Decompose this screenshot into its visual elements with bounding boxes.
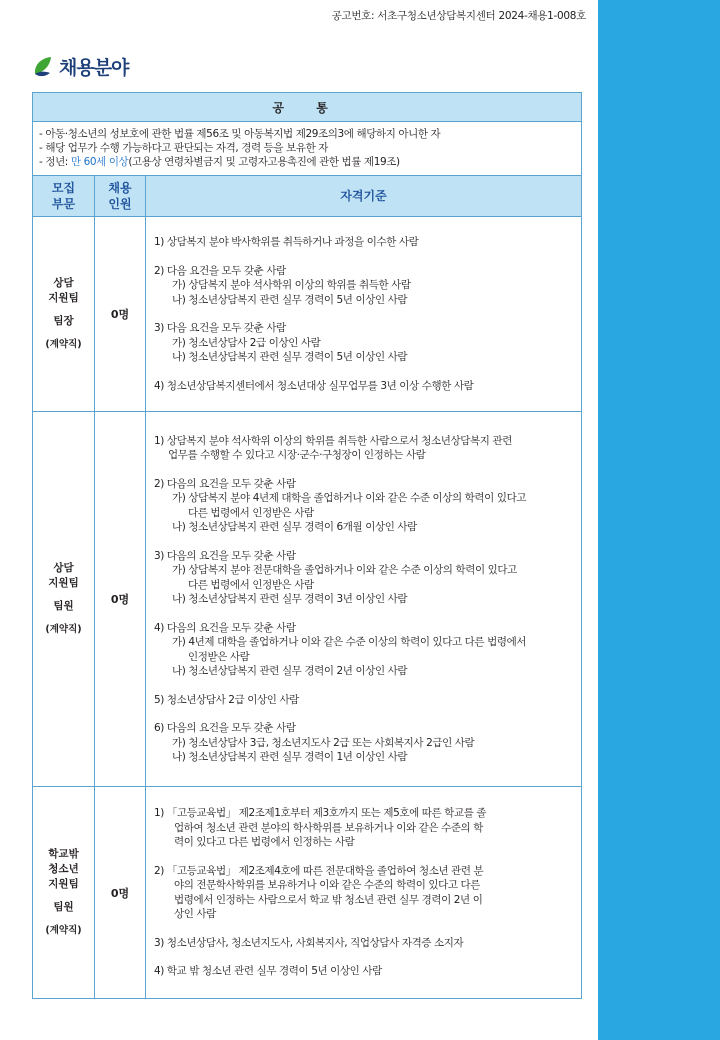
position-label: 팀장 (53, 315, 74, 327)
table-row (33, 787, 582, 999)
table-row (33, 412, 582, 787)
contract-label: (계약직) (45, 624, 82, 635)
count-cell: 0명 (95, 787, 146, 999)
contract-label: (계약직) (45, 925, 82, 936)
table-row (33, 217, 582, 412)
header-count: 채용 인원 (95, 176, 146, 217)
position-label: 팀원 (53, 901, 74, 913)
leaf-icon (32, 54, 54, 78)
common-line: - 아동·청소년의 성보호에 관한 법률 제56조 및 아동복지법 제29조의3에 해당하지 아니한 자 (39, 128, 441, 140)
heading-title: 채용분야 (59, 56, 129, 79)
criteria-cell: 1) 「고등교육법」 제2조제1호부터 제3호까지 또는 제5호에 따른 학교를 졸 업하여 청소년 관련 분야의 학사학위를 보유하거나 이와 같은 수준의 학 력이 있다고 다른 법령에서 인정하는 사람 2) 「고등교육법」 제2조제4호에 따른 전문대학을 졸업하여 청소년 관련 분 야의 전문학사학위를 보유하거나 이와 같은 수준의 학력이 있다고 다른 법령에서 인정하는 사람으로서 학교 밖 청소년 관련 실무 경력이 2년 이 상인 사람 3) 청소년상담사, 청소년지도사, 사회복지사, 직업상담사 자격증 소지자 4) 학교 밖 청소년 관련 실무 경력이 5년 이상인 사람 (146, 787, 582, 999)
contract-label: (계약직) (45, 339, 82, 350)
side-color-bar (598, 0, 720, 1040)
criteria-cell: 1) 상담복지 분야 석사학위 이상의 학위를 취득한 사람으로서 청소년상담복지 관련 업무를 수행할 수 있다고 시장·군수·구청장이 인정하는 사람 2) 다음의 요건을 모두 갖춘 사람 가) 상담복지 분야 4년제 대학을 졸업하거나 이와 같은 수준 이상의 학력이 있다고 다른 법령에서 인정받은 사람 나) 청소년상담복지 관련 실무 경력이 6개월 이상인 사람 3) 다음의 요건을 모두 갖춘 사람 가) 상담복지 분야 전문대학을 졸업하거나 이와 같은 수준 이상의 학력이 있다고 다른 법령에서 인정받은 사람 나) 청소년상담복지 관련 실무 경력이 3년 이상인 사람 4) 다음의 요건을 모두 갖춘 사람 가) 4년제 대학을 졸업하거나 이와 같은 수준 이상의 학력이 있다고 다른 법령에서 인정받은 사람 나) 청소년상담복지 관련 실무 경력이 2년 이상인 사람 5) 청소년상담사 2급 이상인 사람 6) 다음의 요건을 모두 갖춘 사람 가) 청소년상담사 3급, 청소년지도사 2급 또는 사회복지사 2급인 사람 나) 청소년상담복지 관련 실무 경력이 1년 이상인 사람 (146, 412, 582, 787)
recruitment-table (32, 92, 582, 999)
division-cell: 상담 지원팀 팀장 (계약직) (33, 217, 95, 412)
count-cell: 0명 (95, 217, 146, 412)
position-label: 팀원 (53, 600, 74, 612)
notice-number: 공고번호: 서초구청소년상담복지센터 2024-채용1-008호 (331, 10, 586, 22)
header-division: 모집 부문 (33, 176, 95, 217)
division-cell: 학교밖 청소년 지원팀 팀원 (계약직) (33, 787, 95, 999)
common-title: 공 통 (33, 93, 582, 122)
header-criteria: 자격기준 (146, 176, 582, 217)
division-cell: 상담 지원팀 팀원 (계약직) (33, 412, 95, 787)
common-requirements (33, 122, 582, 176)
common-line: - 해당 업무가 수행 가능하다고 판단되는 자격, 경력 등을 보유한 자 (39, 142, 329, 154)
count-cell: 0명 (95, 412, 146, 787)
age-limit-line: - 정년: 만 60세 이상(고용상 연령차별금지 및 고령자고용촉진에 관한 법률 제19조) (39, 156, 400, 168)
criteria-cell: 1) 상담복지 분야 박사학위를 취득하거나 과정을 이수한 사람 2) 다음 요건을 모두 갖춘 사람 가) 상담복지 분야 석사학위 이상의 학위를 취득한 사람 나) 청소년상담복지 관련 실무 경력이 5년 이상인 사람 3) 다음 요건을 모두 갖춘 사람 가) 청소년상담사 2급 이상인 사람 나) 청소년상담복지 관련 실무 경력이 5년 이상인 사람 4) 청소년상담복지센터에서 청소년대상 실무업무를 3년 이상 수행한 사람 (146, 217, 582, 412)
age-highlight: 만 60세 이상 (70, 156, 129, 168)
section-heading (32, 52, 128, 80)
